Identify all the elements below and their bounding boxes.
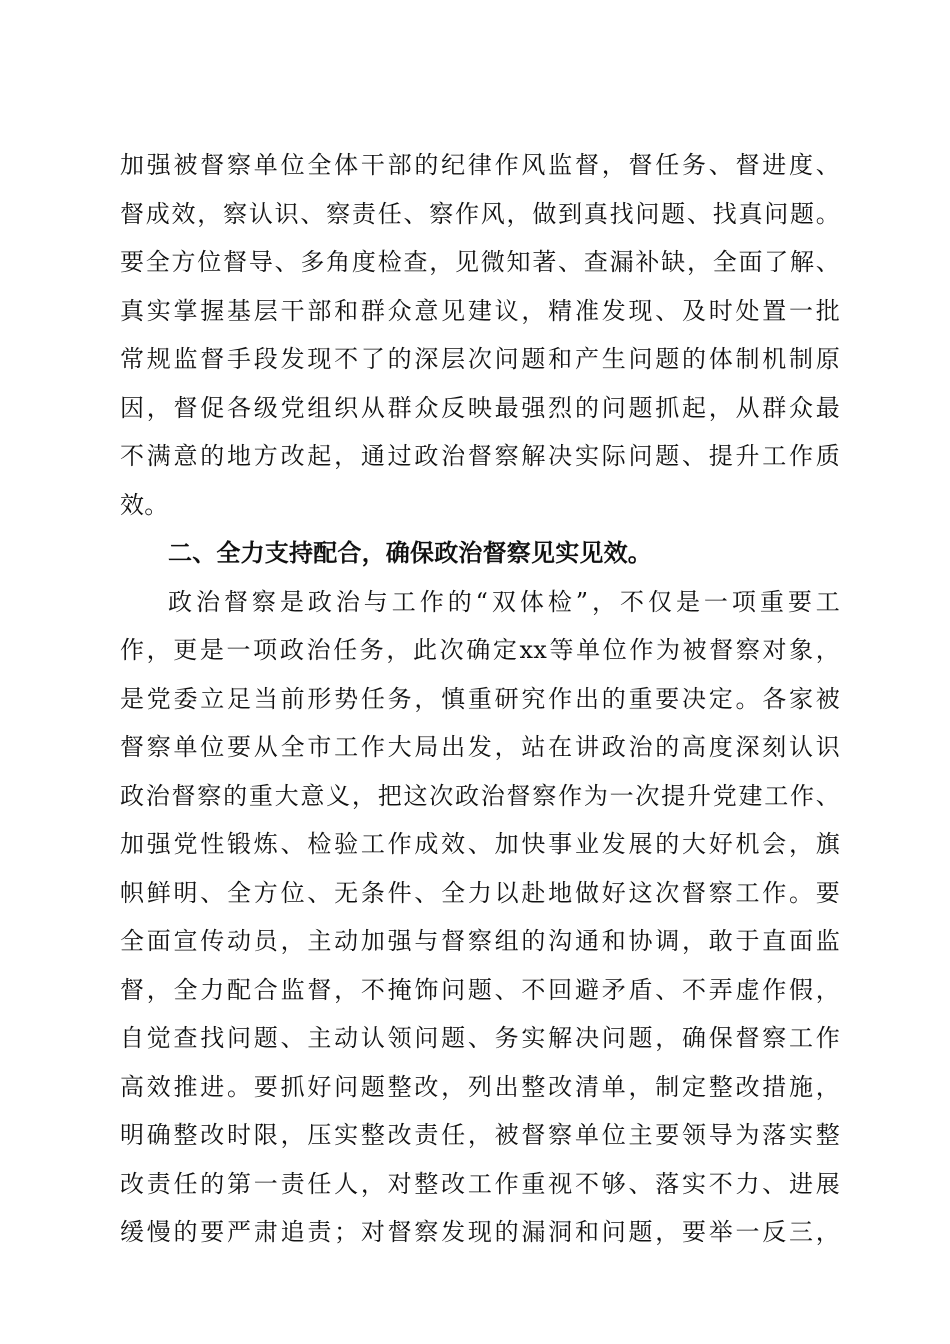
paragraph-line: 作，更是一项政治任务，此次确定xx等单位作为被督察对象， (120, 636, 840, 664)
document-body (120, 141, 840, 1257)
paragraph-line: 因，督促各级党组织从群众反映最强烈的问题抓起，从群众最 (120, 393, 840, 422)
paragraph-line: 高效推进。要抓好问题整改，列出整改清单，制定整改措施， (120, 1072, 840, 1101)
paragraph-line: 效。 (120, 490, 169, 519)
paragraph-line: 缓慢的要严肃追责；对督察发现的漏洞和问题，要举一反三， (120, 1218, 840, 1246)
paragraph-line: 自觉查找问题、主动认领问题、务实解决问题，确保督察工作 (120, 1024, 840, 1052)
paragraph-line: 加强被督察单位全体干部的纪律作风监督，督任务、督进度、 (120, 151, 840, 179)
paragraph-line: 加强党性锻炼、检验工作成效、加快事业发展的大好机会，旗 (120, 830, 840, 858)
section-heading: 二、全力支持配合，确保政治督察见实见效。 (168, 539, 652, 567)
paragraph-line: 政治督察的重大意义，把这次政治督察作为一次提升党建工作、 (120, 781, 840, 810)
paragraph-line: 不满意的地方改起，通过政治督察解决实际问题、提升工作质 (120, 442, 840, 470)
paragraph-line: 要全方位督导、多角度检查，见微知著、查漏补缺，全面了解、 (120, 248, 840, 276)
paragraph-line: 是党委立足当前形势任务，慎重研究作出的重要决定。各家被 (120, 684, 840, 713)
paragraph-line: 督察单位要从全市工作大局出发，站在讲政治的高度深刻认识 (120, 733, 840, 761)
paragraph-line: 真实掌握基层干部和群众意见建议，精准发现、及时处置一批 (120, 296, 840, 325)
paragraph-line: 常规监督手段发现不了的深层次问题和产生问题的体制机制原 (120, 345, 840, 373)
paragraph-line: 改责任的第一责任人，对整改工作重视不够、落实不力、进展 (120, 1169, 840, 1198)
paragraph-line: 督成效，察认识、察责任、察作风，做到真找问题、找真问题。 (120, 199, 840, 228)
paragraph-line: 督，全力配合监督，不掩饰问题、不回避矛盾、不弄虚作假， (120, 975, 840, 1004)
paragraph-line: 帜鲜明、全方位、无条件、全力以赴地做好这次督察工作。要 (120, 878, 840, 907)
paragraph-line: 全面宣传动员，主动加强与督察组的沟通和协调，敢于直面监 (120, 927, 840, 955)
paragraph-line: 政治督察是政治与工作的“双体检”，不仅是一项重要工 (168, 587, 840, 616)
paragraph-line: 明确整改时限，压实整改责任，被督察单位主要领导为落实整 (120, 1121, 840, 1149)
